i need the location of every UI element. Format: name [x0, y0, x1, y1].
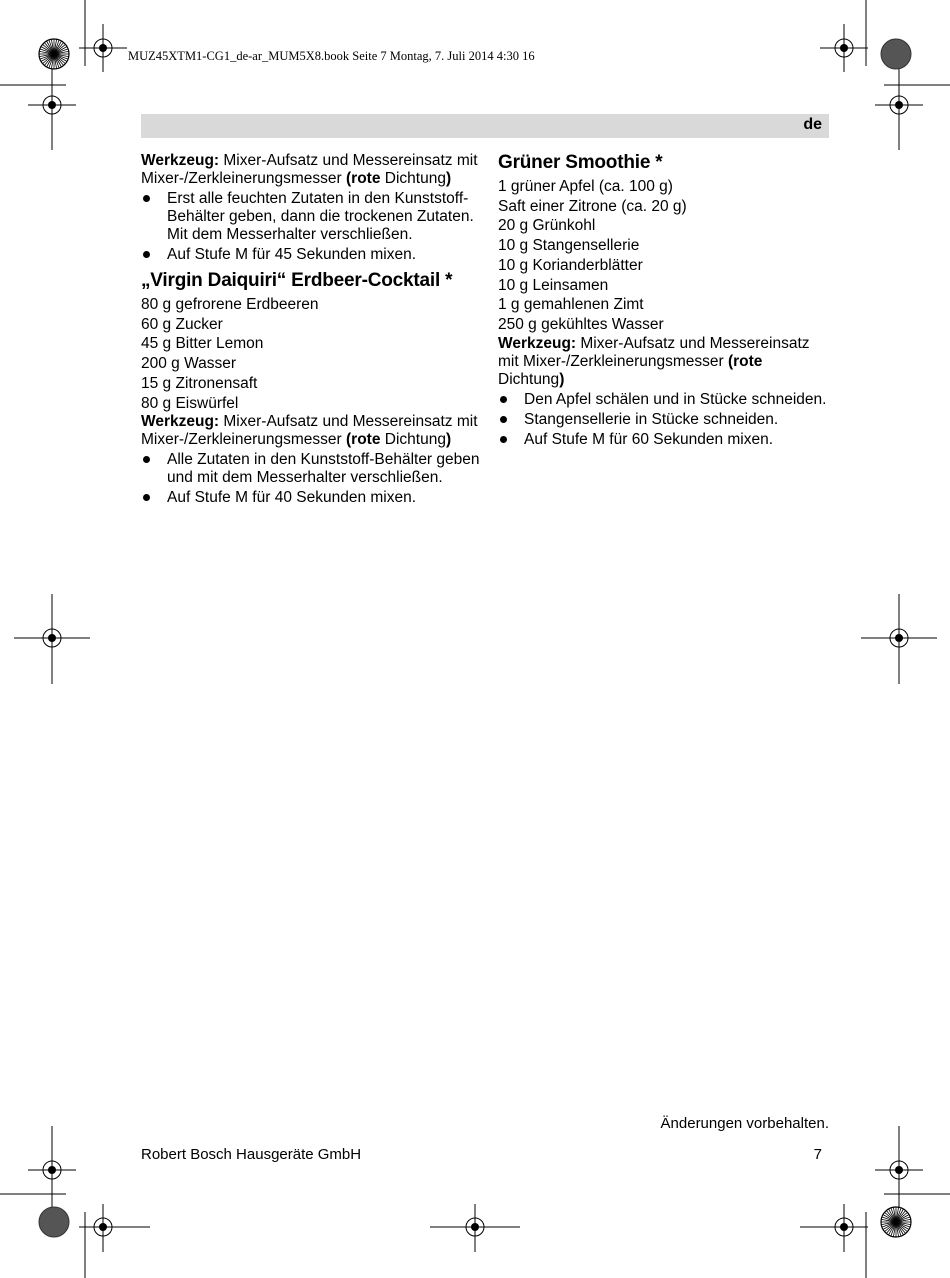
- ingredient-item: 250 g gekühltes Wasser: [498, 315, 664, 333]
- list-item: Alle Zutaten in den Kunststoff-Behälter geben und mit dem Messerhalter verschließen.: [141, 451, 481, 487]
- tool-seal-text: Dichtung: [498, 370, 560, 388]
- ingredient-item: 1 grüner Apfel (ca. 100 g): [498, 178, 673, 195]
- tool-seal-bold: (rote: [346, 170, 381, 187]
- right-column: [498, 152, 830, 449]
- tool-seal-close: ): [559, 370, 565, 388]
- footer-note: Änderungen vorbehalten.: [660, 1115, 829, 1132]
- step-text: Auf Stufe: [167, 246, 236, 263]
- recipe-title: Grüner Smoothie *: [498, 152, 663, 173]
- list-item: [141, 489, 481, 507]
- step-text: Auf Stufe: [167, 489, 236, 507]
- tool-seal-text: Dichtung: [380, 431, 446, 449]
- tool-text: Mixer-Aufsatz und Messereinsatz mit Mixer-/Zerkleinerungsmesser: [498, 334, 810, 370]
- recipe-title: „Virgin Daiquiri“ Erdbeer-Cocktail *: [141, 270, 453, 291]
- list-item: Stangensellerie in Stücke schneiden.: [498, 411, 830, 429]
- tool-note: [498, 335, 830, 389]
- ingredient-item: 60 g Zucker: [141, 315, 223, 333]
- ingredient-item: 10 g Stangensellerie: [498, 237, 640, 255]
- ingredient-item: 45 g Bitter Lemon: [141, 335, 264, 353]
- page-number: 7: [813, 1146, 822, 1163]
- step-list: [498, 391, 830, 449]
- ingredient-item: 10 g Korianderblätter: [498, 256, 643, 274]
- ingredient-list: [498, 177, 830, 335]
- footer-company: Robert Bosch Hausgeräte GmbH: [141, 1146, 362, 1163]
- list-item: [498, 431, 830, 449]
- language-bar: [141, 114, 829, 138]
- ingredient-item: 1 g gemahlenen Zimt: [498, 296, 644, 314]
- tool-text: Mixer-Aufsatz und Messereinsatz mit Mixer-/Zerkleinerungsmesser: [141, 413, 478, 449]
- ingredient-item: 20 g Grünkohl: [498, 217, 596, 235]
- ingredient-item: Saft einer Zitrone (ca. 20 g): [498, 197, 687, 215]
- mode-label: M: [235, 246, 248, 263]
- left-column: [141, 152, 481, 507]
- step-list: [141, 451, 481, 507]
- print-header: MUZ45XTM1-CG1_de-ar_MUM5X8.book Seite 7 Montag, 7. Juli 2014 4:30 16: [128, 49, 535, 63]
- ingredient-item: 80 g Eiswürfel: [141, 394, 239, 412]
- ingredient-item: 15 g Zitronensaft: [141, 374, 258, 392]
- tool-seal-close: ): [445, 431, 452, 449]
- tool-label: Werkzeug:: [141, 152, 220, 169]
- tool-seal-close: ): [445, 170, 452, 187]
- step-text: für 60 Sekunden mixen.: [605, 430, 774, 448]
- step-text: für 45 Sekunden mixen.: [248, 246, 417, 263]
- ingredient-item: 200 g Wasser: [141, 355, 237, 373]
- language-code: de: [803, 116, 822, 133]
- tool-text: Mixer-Aufsatz und Messereinsatz mit Mixer-/Zerkleinerungsmesser: [141, 152, 478, 187]
- list-item: Den Apfel schälen und in Stücke schneiden.: [498, 391, 830, 409]
- tool-label: Werkzeug:: [141, 413, 220, 431]
- tool-note: [141, 413, 481, 449]
- step-list: [141, 190, 481, 264]
- tool-seal-bold: (rote: [727, 352, 763, 370]
- list-item: [141, 246, 481, 264]
- tool-label: Werkzeug:: [498, 334, 577, 352]
- step-text: für 40 Sekunden mixen.: [248, 489, 417, 507]
- mode-label: M: [592, 430, 605, 448]
- tool-seal-bold: (rote: [346, 431, 381, 449]
- mode-label: M: [235, 489, 248, 507]
- ingredient-item: 10 g Leinsamen: [498, 276, 609, 294]
- tool-seal-text: Dichtung: [380, 170, 446, 187]
- ingredient-item: 80 g gefrorene Erdbeeren: [141, 296, 319, 313]
- step-text: Auf Stufe: [524, 430, 593, 448]
- tool-note: [141, 152, 481, 188]
- ingredient-list: [141, 295, 481, 413]
- list-item: Erst alle feuchten Zutaten in den Kunststoff-Behälter geben, dann die trockenen Zutaten. Mit dem Messerhalter verschließen.: [141, 190, 481, 244]
